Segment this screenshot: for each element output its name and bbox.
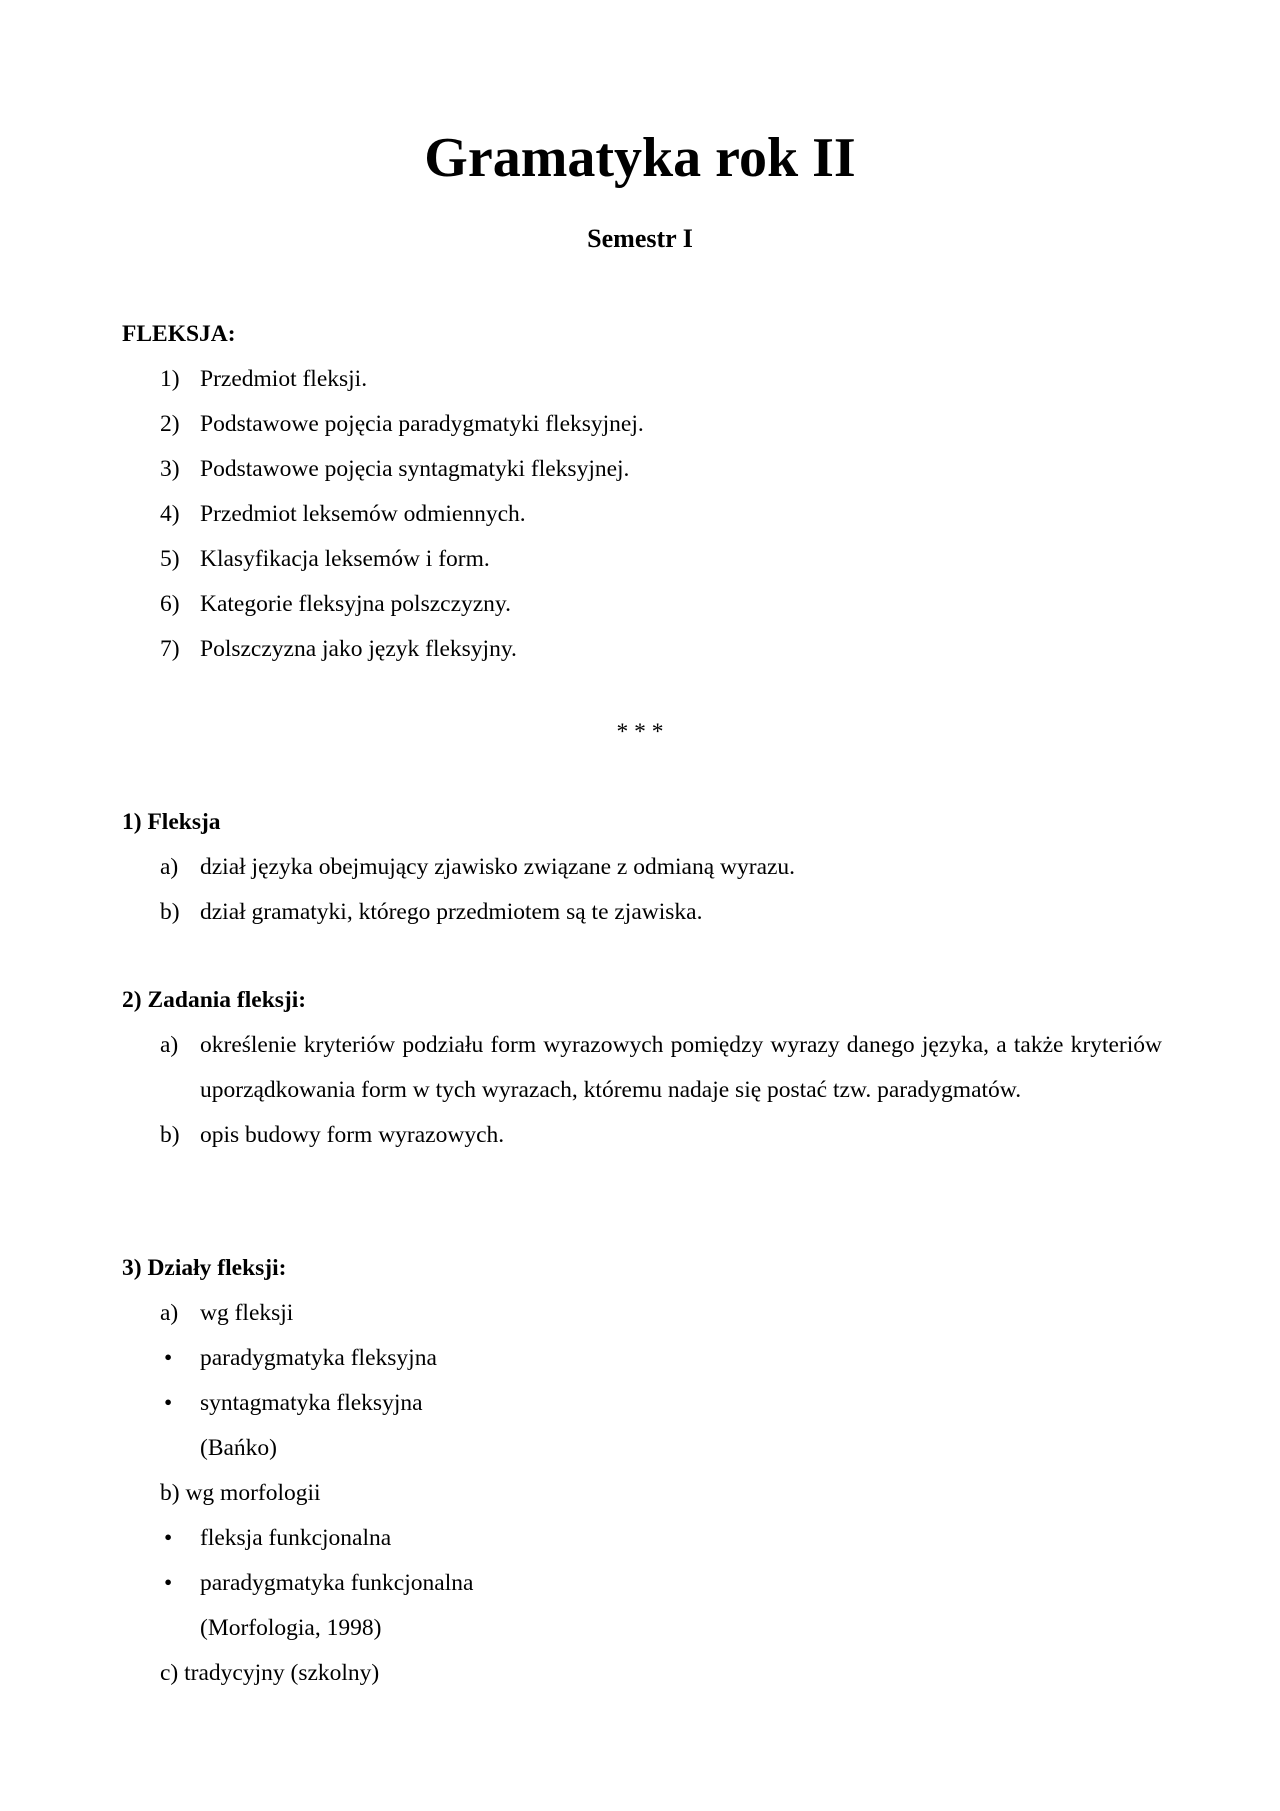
- list-item: [122, 582, 1162, 627]
- bullet-icon: •: [164, 1345, 173, 1371]
- document-title: Gramatyka rok II: [424, 127, 856, 189]
- source-note: (Bańko): [200, 1435, 278, 1461]
- list-item-text: Podstawowe pojęcia syntagmatyki fleksyjnej.: [200, 456, 630, 482]
- section-dzialy: [122, 1246, 1162, 1696]
- list-item-text: Przedmiot leksemów odmiennych.: [200, 501, 526, 527]
- section-zadania: [122, 978, 1162, 1158]
- bullet-text: fleksja funkcjonalna: [200, 1525, 392, 1551]
- list-marker: 1): [160, 366, 180, 392]
- bullet-text: paradygmatyka funkcjonalna: [200, 1570, 474, 1596]
- list-item-text: wg fleksji: [200, 1300, 294, 1326]
- list-item: [122, 447, 1162, 492]
- list-item: [122, 1291, 1162, 1336]
- list-item-text: Kategorie fleksyjna polszczyzny.: [200, 591, 512, 617]
- list-marker: 2): [160, 411, 180, 437]
- list-item-text: opis budowy form wyrazowych.: [200, 1122, 505, 1148]
- bullet-item: [122, 1381, 1162, 1426]
- list-marker: a): [160, 1032, 179, 1058]
- list-item: [122, 1023, 1162, 1113]
- list-item-text: Podstawowe pojęcia paradygmatyki fleksyjnej.: [200, 411, 644, 437]
- list-marker: 5): [160, 546, 180, 572]
- bullet-icon: •: [164, 1525, 173, 1551]
- list-item-text: dział języka obejmujący zjawisko związane z odmianą wyrazu.: [200, 854, 796, 880]
- list-marker: b): [160, 1122, 180, 1148]
- list-item-text: Przedmiot fleksji.: [200, 366, 368, 392]
- list-item: b) wg morfologii: [160, 1480, 321, 1506]
- list-item: [122, 627, 1162, 672]
- list-item-text: określenie kryteriów podziału form wyrazowych pomiędzy wyrazy danego języka, a także kryteriów uporządkowania form w tych wyrazach, któremu nadaje się postać tzw. paradygmatów.: [200, 1032, 1162, 1103]
- list-item: [122, 402, 1162, 447]
- bullet-text: syntagmatyka fleksyjna: [200, 1390, 423, 1416]
- list-marker: 7): [160, 636, 180, 662]
- section-heading: 2) Zadania fleksji:: [122, 987, 307, 1013]
- list-item: c) tradycyjny (szkolny): [160, 1660, 380, 1686]
- list-item-text: dział gramatyki, którego przedmiotem są te zjawiska.: [200, 899, 703, 925]
- bullet-icon: •: [164, 1570, 173, 1596]
- list-marker: a): [160, 854, 179, 880]
- list-item-text: Polszczyzna jako język fleksyjny.: [200, 636, 517, 662]
- bullet-icon: •: [164, 1390, 173, 1416]
- bullet-text: paradygmatyka fleksyjna: [200, 1345, 437, 1371]
- list-item: [122, 492, 1162, 537]
- fleksja-section: [122, 312, 1162, 672]
- document-subtitle: Semestr I: [587, 224, 693, 253]
- bullet-item: [122, 1336, 1162, 1381]
- section-heading: FLEKSJA:: [122, 321, 236, 347]
- list-marker: b): [160, 899, 180, 925]
- section-heading: 3) Działy fleksji:: [122, 1255, 287, 1281]
- section-fleksja: [122, 800, 1162, 935]
- list-item: [122, 357, 1162, 402]
- source-note: (Morfologia, 1998): [200, 1615, 382, 1641]
- list-marker: 3): [160, 456, 180, 482]
- list-marker: 6): [160, 591, 180, 617]
- list-item: [122, 537, 1162, 582]
- separator: * * *: [616, 719, 664, 745]
- list-marker: 4): [160, 501, 180, 527]
- bullet-item: [122, 1516, 1162, 1561]
- list-marker: a): [160, 1300, 179, 1326]
- list-item-text: Klasyfikacja leksemów i form.: [200, 546, 490, 572]
- list-item: [122, 845, 1162, 890]
- section-heading: 1) Fleksja: [122, 809, 221, 835]
- list-item: [122, 1113, 1162, 1158]
- list-item: [122, 890, 1162, 935]
- bullet-item: [122, 1561, 1162, 1606]
